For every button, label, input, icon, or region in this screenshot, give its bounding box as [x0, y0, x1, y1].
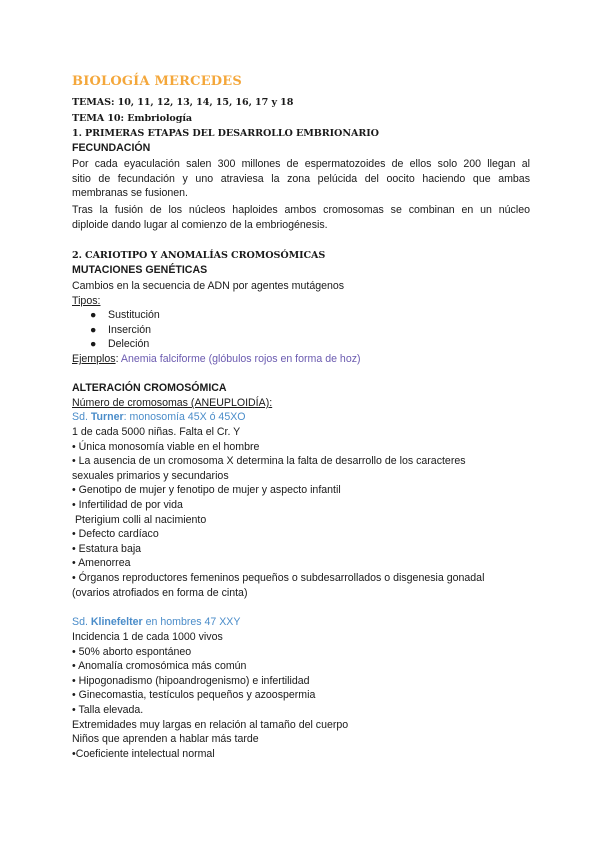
list-item — [72, 323, 530, 338]
numero-label-row — [72, 396, 530, 411]
detail-line: • Infertilidad de por vida — [72, 498, 183, 511]
detail-line: • Anomalía cromosómica más común — [72, 660, 247, 673]
types-label: Tipos: — [72, 295, 101, 307]
paragraph-line: membranas se fusionen. — [72, 187, 189, 200]
tema-value: Embriología — [127, 113, 192, 124]
bullet-icon: ● — [90, 323, 97, 336]
mutation-types-list — [72, 308, 530, 352]
fecundacion-paragraph-1 — [72, 157, 530, 201]
section1-heading: 1. PRIMERAS ETAPAS DEL DESARROLLO EMBRIONARIO — [72, 128, 379, 139]
list-item-text: Inserción — [108, 323, 151, 336]
detail-line: Niños que aprenden a hablar más tarde — [72, 733, 259, 746]
paragraph-line: Por cada eyaculación salen 300 millones de espermatozoides de ellos solo 200 llegan al — [72, 158, 530, 170]
detail-line: Incidencia 1 de cada 1000 vivos — [72, 631, 223, 643]
examples-value: Anemia falciforme (glóbulos rojos en forma de hoz) — [120, 353, 361, 365]
detail-line: • Hipogonadismo (hipoandrogenismo) e infertilidad — [72, 674, 310, 687]
turner-suffix: : monosomía 45X ó 45XO — [123, 411, 246, 423]
detail-line: • 50% aborto espontáneo — [72, 645, 192, 658]
turner-details — [72, 425, 530, 600]
detail-line: •Coeficiente intelectual normal — [72, 747, 215, 760]
detail-line: • La ausencia de un cromosoma X determina la falta de desarrollo de los caracteres — [72, 455, 466, 468]
turner-prefix: Sd. — [72, 411, 88, 423]
klinefelter-prefix: Sd. — [72, 616, 88, 628]
detail-line: sexuales primarios y secundarios — [72, 469, 229, 482]
section1-subheading: FECUNDACIÓN — [72, 142, 151, 154]
detail-line: • Ginecomastia, testículos pequeños y azoospermia — [72, 689, 316, 702]
detail-line: • Amenorrea — [72, 557, 131, 570]
list-item-text: Sustitución — [108, 309, 160, 321]
turner-name: Turner — [90, 411, 124, 423]
temas-line — [72, 96, 530, 110]
document-title: BIOLOGÍA MERCEDES — [72, 74, 242, 89]
types-label-row — [72, 294, 530, 309]
paragraph-line: sitio de fecundación y uno atraviesa la zona pelúcida del oocito haciendo que ambas — [72, 172, 530, 185]
detail-line: Pterigium colli al nacimiento — [72, 513, 207, 526]
paragraph-line: diploide dando lugar al comienzo de la embriogénesis. — [72, 218, 328, 231]
detail-line: • Órganos reproductores femeninos pequeños o subdesarrollados o disgenesia gonadal — [72, 571, 485, 584]
detail-line: • Defecto cardíaco — [72, 528, 159, 541]
examples-separator: : — [115, 353, 119, 365]
detail-line: • Genotipo de mujer y fenotipo de mujer y aspecto infantil — [72, 484, 341, 497]
tema-line — [72, 112, 530, 126]
mutation-definition: Cambios en la secuencia de ADN por agentes mutágenos — [72, 280, 345, 292]
klinefelter-suffix: en hombres 47 XXY — [145, 616, 241, 628]
bullet-icon: ● — [90, 309, 97, 321]
section2-subheading: MUTACIONES GENÉTICAS — [72, 264, 208, 276]
list-item — [72, 308, 530, 323]
detail-line: (ovarios atrofiados en forma de cinta) — [72, 586, 248, 599]
numero-label: Número de cromosomas (ANEUPLOIDÍA): — [72, 397, 273, 409]
list-item — [72, 337, 530, 352]
turner-heading — [72, 410, 530, 425]
klinefelter-details — [72, 630, 530, 761]
bullet-icon: ● — [90, 338, 97, 351]
detail-line: 1 de cada 5000 niñas. Falta el Cr. Y — [72, 426, 241, 438]
list-item-text: Deleción — [108, 338, 150, 351]
tema-label: TEMA 10: — [72, 113, 124, 124]
klinefelter-heading — [72, 615, 530, 630]
temas-value: 10, 11, 12, 13, 14, 15, 16, 17 y 18 — [117, 97, 294, 108]
fecundacion-paragraph-2 — [72, 203, 530, 232]
detail-line: Extremidades muy largas en relación al tamaño del cuerpo — [72, 718, 349, 731]
examples-label: Ejemplos — [72, 353, 116, 365]
examples-line — [72, 352, 530, 367]
paragraph-line: Tras la fusión de los núcleos haploides ambos cromosomas se combinan en un núcleo — [72, 204, 530, 216]
temas-label: TEMAS: — [72, 97, 115, 108]
detail-line: • Única monosomía viable en el hombre — [72, 440, 260, 453]
detail-line: • Talla elevada. — [72, 703, 144, 716]
alteracion-heading: ALTERACIÓN CROMOSÓMICA — [72, 382, 227, 394]
klinefelter-name: Klinefelter — [90, 616, 143, 628]
section2-heading: 2. CARIOTIPO Y ANOMALÍAS CROMOSÓMICAS — [72, 250, 326, 261]
detail-line: • Estatura baja — [72, 542, 142, 555]
